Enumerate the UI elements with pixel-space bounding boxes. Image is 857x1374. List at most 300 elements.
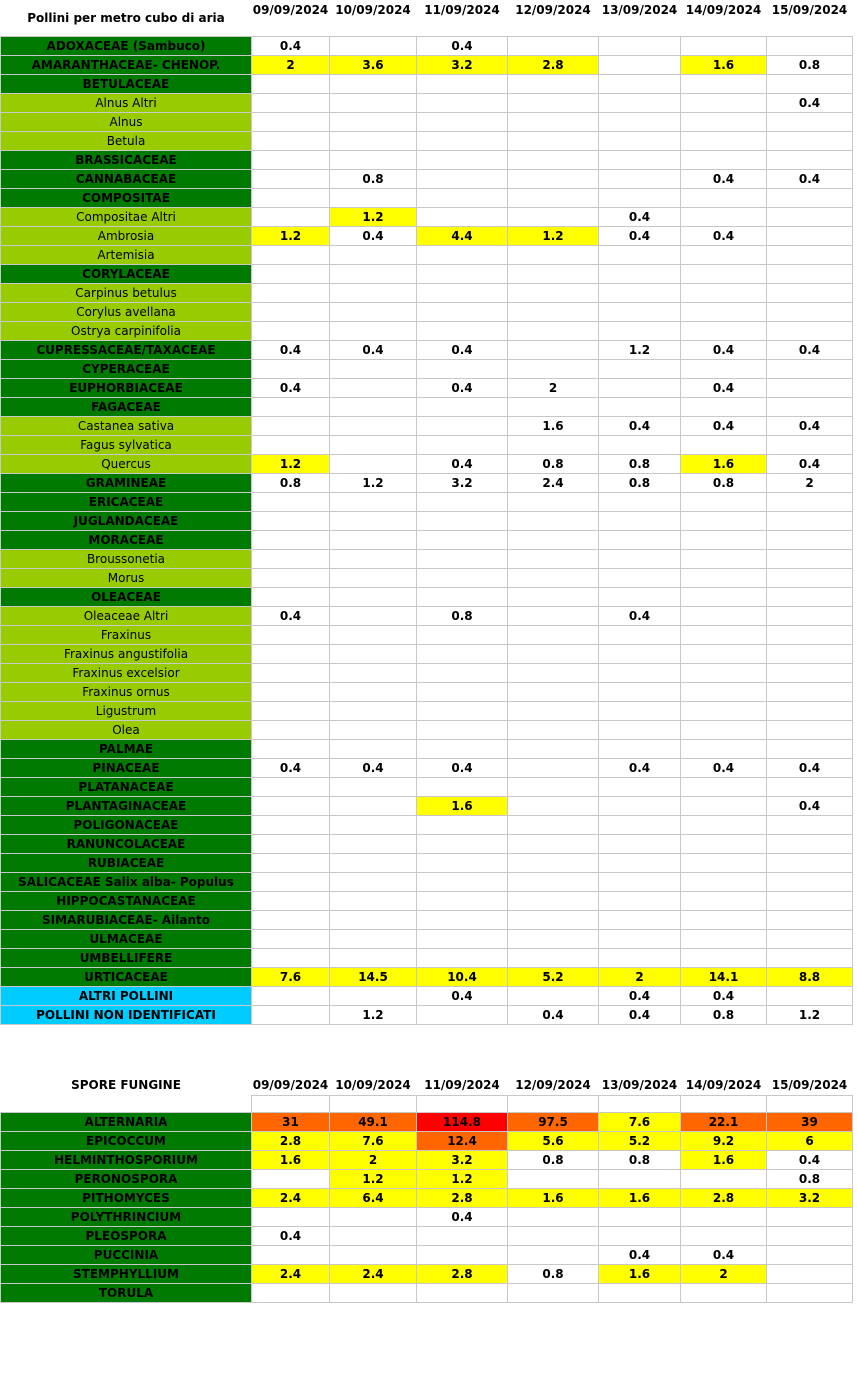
value-cell: 0.4 [599,417,681,436]
value-cell [417,873,508,892]
genus-label: Fraxinus angustifolia [1,645,252,664]
value-cell [508,1226,599,1245]
value-cell [508,246,599,265]
value-cell [599,569,681,588]
value-cell: 2.4 [330,1264,417,1283]
value-cell [767,322,853,341]
table-row [1,740,853,759]
spacer-cell [681,1095,767,1112]
value-cell: 31 [252,1112,330,1131]
value-cell [508,721,599,740]
table-row [1,208,853,227]
value-cell [681,493,767,512]
value-cell [508,132,599,151]
value-cell [417,493,508,512]
value-cell [252,626,330,645]
value-cell [767,303,853,322]
value-cell [599,379,681,398]
table-row [1,360,853,379]
value-cell: 0.8 [252,474,330,493]
table-row [1,341,853,360]
value-cell [417,588,508,607]
value-cell [599,56,681,75]
value-cell: 0.4 [599,208,681,227]
value-cell [599,626,681,645]
genus-label: Oleaceae Altri [1,607,252,626]
value-cell [417,284,508,303]
family-label: PALMAE [1,740,252,759]
table-row [1,626,853,645]
value-cell [330,854,417,873]
value-cell [599,94,681,113]
family-label: HELMINTHOSPORIUM [1,1150,252,1169]
value-cell [508,664,599,683]
value-cell: 0.4 [599,759,681,778]
value-cell: 0.4 [252,607,330,626]
value-cell [681,246,767,265]
value-cell: 0.8 [681,1006,767,1025]
value-cell [681,740,767,759]
value-cell [417,892,508,911]
value-cell: 0.8 [599,455,681,474]
value-cell [252,987,330,1006]
genus-label: Olea [1,721,252,740]
value-cell [767,588,853,607]
table-row [1,892,853,911]
value-cell [599,949,681,968]
value-cell: 2.4 [252,1188,330,1207]
value-cell: 0.4 [417,341,508,360]
value-cell [681,37,767,56]
value-cell: 2 [330,1150,417,1169]
table-row [1,170,853,189]
value-cell [330,284,417,303]
value-cell [508,683,599,702]
value-cell: 5.2 [508,968,599,987]
value-cell [252,132,330,151]
value-cell: 7.6 [599,1112,681,1131]
value-cell [252,360,330,379]
value-cell [330,588,417,607]
value-cell [252,512,330,531]
table-row [1,379,853,398]
pollen-title: Pollini per metro cubo di aria [27,11,225,25]
spores-table [0,1075,853,1303]
value-cell [252,911,330,930]
value-cell: 9.2 [681,1131,767,1150]
value-cell [681,303,767,322]
value-cell [599,778,681,797]
value-cell [417,664,508,683]
table-row [1,1006,853,1025]
value-cell [767,398,853,417]
value-cell [767,550,853,569]
value-cell [599,531,681,550]
value-cell: 1.6 [417,797,508,816]
value-cell: 12.4 [417,1131,508,1150]
value-cell [599,303,681,322]
value-cell [767,493,853,512]
value-cell [508,1207,599,1226]
value-cell [767,265,853,284]
value-cell [330,398,417,417]
family-label: POLYTHRINCIUM [1,1207,252,1226]
value-cell: 0.4 [681,227,767,246]
table-row [1,474,853,493]
value-cell [508,531,599,550]
value-cell [417,151,508,170]
value-cell [330,531,417,550]
value-cell [330,949,417,968]
value-cell [767,607,853,626]
value-cell [508,740,599,759]
value-cell [330,151,417,170]
value-cell [252,246,330,265]
family-label: GRAMINEAE [1,474,252,493]
value-cell [330,740,417,759]
table-row [1,645,853,664]
value-cell [599,550,681,569]
value-cell [330,797,417,816]
value-cell [508,778,599,797]
value-cell: 5.6 [508,1131,599,1150]
value-cell: 1.2 [599,341,681,360]
value-cell [417,94,508,113]
value-cell [767,930,853,949]
value-cell [508,1283,599,1302]
family-label: PINACEAE [1,759,252,778]
value-cell [330,1226,417,1245]
value-cell [252,683,330,702]
value-cell [599,493,681,512]
value-cell [508,75,599,94]
value-cell [767,835,853,854]
value-cell [508,645,599,664]
family-label: RUBIACEAE [1,854,252,873]
table-row [1,835,853,854]
value-cell [681,702,767,721]
value-cell: 0.8 [681,474,767,493]
spacer-cell [767,1095,853,1112]
value-cell: 0.8 [330,170,417,189]
value-cell [599,322,681,341]
table-row [1,949,853,968]
table-row [1,1226,853,1245]
value-cell [252,930,330,949]
family-label: PLEOSPORA [1,1226,252,1245]
family-label: CYPERACEAE [1,360,252,379]
genus-label: Morus [1,569,252,588]
value-cell [599,113,681,132]
value-cell: 0.8 [508,1264,599,1283]
value-cell [767,664,853,683]
value-cell [417,1226,508,1245]
value-cell [330,911,417,930]
value-cell [252,550,330,569]
value-cell: 1.6 [681,1150,767,1169]
value-cell [330,683,417,702]
value-cell [599,1169,681,1188]
value-cell [681,816,767,835]
value-cell [508,930,599,949]
value-cell [508,607,599,626]
table-row [1,968,853,987]
value-cell [681,436,767,455]
table-row [1,816,853,835]
value-cell [508,550,599,569]
value-cell [330,379,417,398]
table-row [1,113,853,132]
value-cell [681,550,767,569]
value-cell [508,702,599,721]
value-cell: 0.4 [417,379,508,398]
value-cell: 0.4 [252,37,330,56]
value-cell [599,835,681,854]
genus-label: Betula [1,132,252,151]
value-cell [417,949,508,968]
value-cell [417,189,508,208]
value-cell [599,892,681,911]
table-row [1,588,853,607]
value-cell [252,588,330,607]
value-cell [330,265,417,284]
value-cell [767,512,853,531]
value-cell [417,417,508,436]
value-cell [252,569,330,588]
value-cell [681,75,767,94]
value-cell [252,816,330,835]
table-row [1,1169,853,1188]
value-cell: 0.4 [681,759,767,778]
value-cell [508,1245,599,1264]
value-cell [252,721,330,740]
value-cell: 1.2 [330,1006,417,1025]
value-cell [681,569,767,588]
value-cell [417,721,508,740]
value-cell [681,721,767,740]
value-cell [599,265,681,284]
spacer-cell [508,1095,599,1112]
family-label: CUPRESSACEAE/TAXACEAE [1,341,252,360]
table-row [1,702,853,721]
value-cell [252,208,330,227]
family-label: ADOXACEAE (Sambuco) [1,37,252,56]
table-row [1,455,853,474]
value-cell: 0.4 [681,417,767,436]
value-cell [330,1207,417,1226]
family-label: PLANTAGINACEAE [1,797,252,816]
value-cell [599,75,681,94]
value-cell [330,246,417,265]
family-label: EUPHORBIACEAE [1,379,252,398]
value-cell [330,702,417,721]
table-row [1,56,853,75]
genus-label: Ostrya carpinifolia [1,322,252,341]
value-cell [508,949,599,968]
value-cell: 0.4 [767,455,853,474]
spores-date-header: 13/09/2024 [601,1077,678,1092]
value-cell [767,37,853,56]
value-cell: 97.5 [508,1112,599,1131]
spacer-cell [599,1095,681,1112]
family-label: ALTERNARIA [1,1112,252,1131]
value-cell [508,835,599,854]
value-cell [252,1006,330,1025]
table-row [1,911,853,930]
value-cell: 2.4 [252,1264,330,1283]
value-cell [767,626,853,645]
value-cell [681,189,767,208]
value-cell: 2.8 [681,1188,767,1207]
value-cell [252,94,330,113]
value-cell [508,189,599,208]
value-cell: 0.8 [767,1169,853,1188]
table-row [1,930,853,949]
value-cell [767,702,853,721]
value-cell: 0.4 [330,759,417,778]
value-cell [330,436,417,455]
table-row [1,512,853,531]
value-cell [330,987,417,1006]
value-cell [252,892,330,911]
value-cell: 0.8 [417,607,508,626]
value-cell [330,816,417,835]
value-cell: 0.4 [599,607,681,626]
value-cell [252,740,330,759]
value-cell: 0.4 [767,759,853,778]
family-label: OLEACEAE [1,588,252,607]
value-cell [599,1226,681,1245]
value-cell [252,417,330,436]
pollen-date-header: 10/09/2024 [335,3,411,17]
value-cell [417,911,508,930]
value-cell [330,664,417,683]
value-cell: 1.2 [252,455,330,474]
value-cell [252,1245,330,1264]
value-cell [417,246,508,265]
value-cell: 0.4 [599,987,681,1006]
value-cell: 0.4 [252,379,330,398]
value-cell [767,987,853,1006]
value-cell [508,341,599,360]
value-cell [681,1169,767,1188]
family-label: POLIGONACEAE [1,816,252,835]
value-cell: 7.6 [330,1131,417,1150]
table-row [1,94,853,113]
value-cell [681,930,767,949]
value-cell [767,683,853,702]
value-cell [599,512,681,531]
value-cell [767,531,853,550]
value-cell [681,151,767,170]
spacer-cell [252,1095,330,1112]
table-row [1,550,853,569]
value-cell [417,265,508,284]
value-cell: 0.4 [681,341,767,360]
value-cell [767,778,853,797]
value-cell [767,113,853,132]
genus-label: Corylus avellana [1,303,252,322]
value-cell [508,398,599,417]
value-cell: 3.2 [417,1150,508,1169]
table-row [1,607,853,626]
table-row [1,569,853,588]
value-cell [508,588,599,607]
value-cell: 0.4 [767,170,853,189]
value-cell: 1.2 [417,1169,508,1188]
value-cell: 0.8 [508,455,599,474]
value-cell: 0.4 [599,227,681,246]
value-cell: 0.4 [767,94,853,113]
genus-label: Fraxinus [1,626,252,645]
spores-date-header: 10/09/2024 [335,1077,411,1092]
genus-label: Alnus [1,113,252,132]
value-cell [252,797,330,816]
value-cell: 1.6 [599,1264,681,1283]
value-cell [252,645,330,664]
value-cell: 4.4 [417,227,508,246]
value-cell [681,1226,767,1245]
value-cell [508,987,599,1006]
table-row [1,873,853,892]
value-cell: 0.4 [417,37,508,56]
value-cell [252,778,330,797]
value-cell [767,854,853,873]
value-cell [417,930,508,949]
table-row [1,322,853,341]
value-cell [508,626,599,645]
value-cell [417,512,508,531]
value-cell [417,208,508,227]
value-cell: 0.4 [681,170,767,189]
value-cell: 39 [767,1112,853,1131]
value-cell [767,246,853,265]
value-cell [330,1283,417,1302]
value-cell [417,854,508,873]
value-cell [681,1283,767,1302]
value-cell [599,588,681,607]
table-row [1,1112,853,1131]
value-cell [252,322,330,341]
genus-label: Ambrosia [1,227,252,246]
value-cell: 1.2 [330,208,417,227]
value-cell [417,702,508,721]
value-cell: 3.6 [330,56,417,75]
value-cell [417,550,508,569]
value-cell [417,569,508,588]
value-cell: 0.4 [417,1207,508,1226]
spores-date-header: 15/09/2024 [771,1077,848,1092]
value-cell [681,531,767,550]
family-label: AMARANTHACEAE- CHENOP. [1,56,252,75]
value-cell [508,208,599,227]
family-label: BETULACEAE [1,75,252,94]
family-label: FAGACEAE [1,398,252,417]
value-cell [417,75,508,94]
value-cell [330,930,417,949]
value-cell [252,284,330,303]
value-cell: 1.6 [681,56,767,75]
value-cell [417,303,508,322]
table-row [1,854,853,873]
value-cell: 2 [767,474,853,493]
value-cell: 2.8 [508,56,599,75]
value-cell [599,702,681,721]
value-cell [508,797,599,816]
value-cell [508,873,599,892]
value-cell: 1.6 [599,1188,681,1207]
value-cell: 1.6 [681,455,767,474]
